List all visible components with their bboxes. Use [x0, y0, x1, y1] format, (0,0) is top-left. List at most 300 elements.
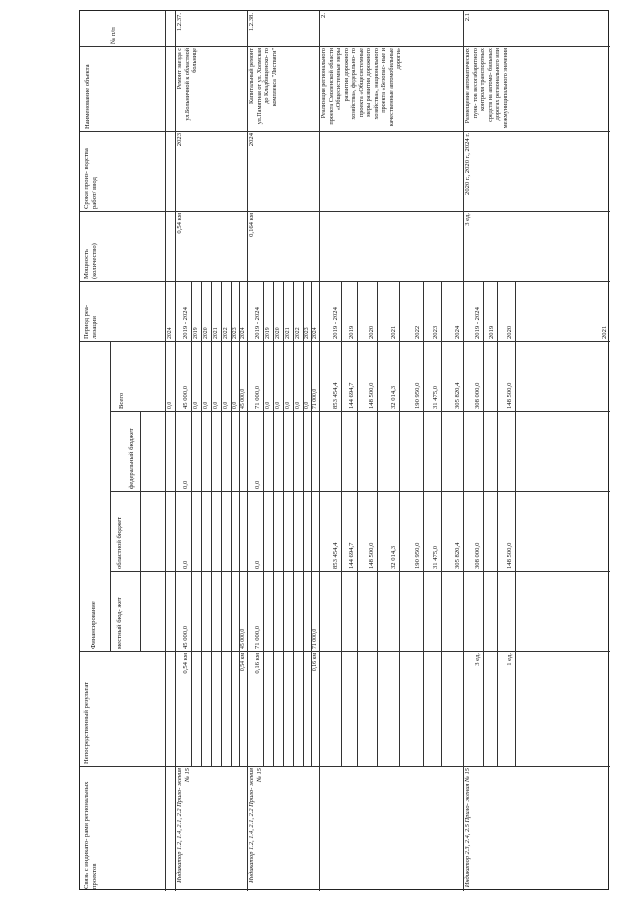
section-0-link-text: [165, 768, 166, 889]
row-4-1-federal-text: [483, 413, 488, 489]
row-1-3-local-text: [211, 573, 212, 649]
row-2-4-regional-text: [293, 493, 294, 569]
section-1-num: [175, 11, 247, 46]
row-2-6-period: [311, 281, 319, 341]
row-4-3-result: [515, 651, 610, 766]
row-3-6-period-text: 2024: [454, 325, 461, 339]
row-1-4-regional-text: [221, 493, 222, 569]
row-2-0-regional: [247, 491, 263, 571]
section-1-name-text: Ремонт заезда с ул.Больничной к областной больнице: [176, 48, 198, 121]
section-1-num-text: 1.2.37.: [176, 13, 183, 32]
row-4-2-local: [497, 571, 515, 651]
row-3-2-federal: [357, 411, 377, 491]
row-4-3-period-text: 2021: [601, 325, 608, 339]
row-3-5-federal-text: [423, 413, 432, 489]
row-2-5-period-text: 2023: [304, 327, 310, 339]
section-4-terms: [463, 131, 610, 211]
row-4-2-total: [497, 341, 515, 411]
section-2-capacity-text: 0,164 км: [248, 213, 255, 237]
row-2-0-total: [247, 341, 263, 411]
row-3-3-federal: [377, 411, 399, 491]
header-num: [80, 11, 165, 46]
row-1-3-period: [211, 281, 221, 341]
row-3-1-result: [341, 651, 357, 766]
row-1-1-federal: [191, 411, 201, 491]
row-1-2-period-text: 2020: [203, 327, 209, 339]
row-4-0-total-text: 308 000,0: [474, 382, 481, 409]
row-3-5-total-text: 31 475,0: [432, 385, 439, 409]
header-link-text: Связь с индикато- рами региональных проектов: [83, 781, 98, 889]
row-3-6-regional: [441, 491, 463, 571]
row-2-4-result-text: [293, 653, 294, 764]
row-2-1-federal-text: [263, 413, 264, 489]
row-3-3-total: [377, 341, 399, 411]
row-2-0-result: [247, 651, 263, 766]
row-4-0-result-text: 3 ед.: [474, 653, 481, 666]
row-2-6-local: [311, 571, 319, 651]
grid-line: [165, 766, 610, 767]
row-3-4-regional: [399, 491, 423, 571]
row-1-1-regional-text: [191, 493, 192, 569]
row-2-1-period: [263, 281, 273, 341]
header-period: [80, 281, 165, 341]
row-3-5-federal: [423, 411, 441, 491]
row-4-2-federal-text: [497, 413, 506, 489]
section-2-terms-text: 2024: [248, 133, 255, 147]
row-2-3-federal: [283, 411, 293, 491]
section-0-capacity: [165, 211, 175, 281]
row-1-6-period: [239, 281, 247, 341]
row-1-3-regional: [211, 491, 221, 571]
section-1-capacity-text: 0,54 км: [176, 213, 183, 234]
row-3-1-regional-text: 144 694,7: [348, 542, 355, 569]
section-2-num-text: 1.2.38.: [248, 13, 255, 32]
row-2-3-local-text: [283, 573, 284, 649]
row-0-0-regional-text: [165, 493, 166, 569]
row-3-0-result: [319, 651, 341, 766]
row-4-3-local: [515, 571, 610, 651]
row-3-6-local: [441, 571, 463, 651]
section-4-capacity: [463, 211, 610, 281]
row-4-2-period: [497, 281, 515, 341]
section-1-terms-text: 2023: [176, 133, 183, 147]
row-1-6-total-text: 45 000,0: [240, 388, 246, 409]
row-1-5-period-text: 2023: [232, 327, 238, 339]
section-3-num: [319, 11, 463, 46]
row-3-1-period: [341, 281, 357, 341]
header-financing-text: Финансирование: [90, 601, 97, 649]
row-2-6-regional: [311, 491, 319, 571]
row-4-1-result-text: [483, 653, 488, 764]
section-4-name: [463, 46, 610, 131]
row-3-6-regional-text: 305 820,4: [454, 542, 461, 569]
row-1-0-regional: [175, 491, 191, 571]
grid-line: [110, 491, 165, 492]
row-4-1-local-text: [483, 573, 488, 649]
row-3-2-local-text: [357, 573, 368, 649]
row-4-3-total-text: [515, 343, 601, 409]
row-2-6-result-text: 0,16 км: [312, 653, 318, 672]
row-1-1-period: [191, 281, 201, 341]
section-3-name: [319, 46, 463, 131]
row-2-0-federal-text: 0,0: [254, 480, 261, 489]
row-2-0-period: [247, 281, 263, 341]
row-1-2-local-text: [201, 573, 202, 649]
row-3-1-federal: [341, 411, 357, 491]
section-0-num: [165, 11, 175, 46]
section-2-link: [247, 766, 319, 891]
row-1-0-local-text: 45 000,0: [182, 625, 189, 649]
row-1-4-local-text: [221, 573, 222, 649]
section-2-num: [247, 11, 319, 46]
row-1-5-total-text: 0,0: [232, 401, 238, 409]
row-2-1-total-text: 0,0: [265, 401, 271, 409]
row-1-0-total: [175, 341, 191, 411]
row-3-3-local-text: [377, 573, 390, 649]
row-2-2-regional-text: [273, 493, 274, 569]
header-result: [80, 651, 165, 766]
header-num-text: № п/п: [110, 27, 117, 44]
row-2-4-total: [293, 341, 303, 411]
row-3-6-result: [441, 651, 463, 766]
row-2-2-period: [273, 281, 283, 341]
row-2-4-regional: [293, 491, 303, 571]
row-2-6-total-text: 71 000,0: [312, 388, 318, 409]
row-3-6-federal-text: [441, 413, 454, 489]
row-1-2-regional: [201, 491, 211, 571]
row-3-1-result-text: [341, 653, 348, 764]
row-2-4-local: [293, 571, 303, 651]
row-3-2-regional: [357, 491, 377, 571]
row-3-5-local-text: [423, 573, 432, 649]
row-3-3-result-text: [377, 653, 390, 764]
section-1-terms: [175, 131, 247, 211]
row-1-1-result: [191, 651, 201, 766]
header-name: [80, 46, 165, 131]
section-4-name-text: Размещение автоматических пунк- тов весогабаритного контроля транспортных средств на автомо- бильных дорогах регионального или межмуниципального значения: [464, 48, 509, 129]
row-4-1-period: [483, 281, 497, 341]
row-4-2-result: [497, 651, 515, 766]
row-3-4-period: [399, 281, 423, 341]
row-2-1-result: [263, 651, 273, 766]
row-2-0-period-text: 2019 - 2024: [254, 307, 261, 339]
row-0-0-local: [165, 571, 175, 651]
row-1-5-federal: [231, 411, 239, 491]
row-1-1-total-text: 0,0: [193, 401, 199, 409]
row-3-3-federal-text: [377, 413, 390, 489]
row-1-2-result-text: [201, 653, 202, 764]
row-4-3-federal: [515, 411, 610, 491]
row-1-1-local-text: [191, 573, 192, 649]
row-3-1-total-text: 144 694,7: [348, 382, 355, 409]
row-4-0-period: [463, 281, 483, 341]
row-3-1-total: [341, 341, 357, 411]
header-regional: [110, 491, 165, 571]
row-3-5-period-text: 2023: [432, 325, 439, 339]
row-0-0-federal: [165, 411, 175, 491]
row-2-1-local-text: [263, 573, 264, 649]
row-2-1-regional: [263, 491, 273, 571]
row-1-2-regional-text: [201, 493, 202, 569]
row-0-0-regional: [165, 491, 175, 571]
row-3-5-period: [423, 281, 441, 341]
row-2-2-local-text: [273, 573, 274, 649]
row-3-5-result-text: [423, 653, 432, 764]
row-2-4-period: [293, 281, 303, 341]
row-3-3-local: [377, 571, 399, 651]
row-0-0-result-text: [165, 653, 166, 764]
row-1-3-regional-text: [211, 493, 212, 569]
row-2-3-result-text: [283, 653, 284, 764]
row-1-4-period-text: 2022: [223, 327, 229, 339]
row-1-3-federal: [211, 411, 221, 491]
row-2-4-federal: [293, 411, 303, 491]
row-1-4-federal: [221, 411, 231, 491]
row-2-1-total: [263, 341, 273, 411]
row-1-2-total-text: 0,0: [203, 401, 209, 409]
row-4-2-federal: [497, 411, 515, 491]
section-4-link-text: Индикатор 2.3, 2.4, 2.5 Прило- жения № 15: [464, 768, 471, 888]
row-1-3-total: [211, 341, 221, 411]
row-3-0-federal: [319, 411, 341, 491]
section-3-link: [319, 766, 463, 891]
row-3-4-total: [399, 341, 423, 411]
row-2-2-federal: [273, 411, 283, 491]
section-0-terms: [165, 131, 175, 211]
row-0-0-result: [165, 651, 175, 766]
row-3-0-federal-text: [319, 413, 332, 489]
row-1-0-federal-text: 0,0: [182, 480, 189, 489]
row-1-0-result: [175, 651, 191, 766]
row-1-0-total-text: 45 000,0: [182, 385, 189, 409]
row-2-3-period-text: 2021: [285, 327, 291, 339]
section-0-capacity-text: [165, 213, 166, 279]
section-0-link: [165, 766, 175, 891]
row-1-0-regional-text: 0,0: [182, 560, 189, 569]
row-1-1-federal-text: [191, 413, 192, 489]
row-2-2-result-text: [273, 653, 274, 764]
row-3-2-local: [357, 571, 377, 651]
row-1-3-result: [211, 651, 221, 766]
row-4-1-federal: [483, 411, 497, 491]
row-2-5-period: [303, 281, 311, 341]
row-4-0-result: [463, 651, 483, 766]
row-3-2-period: [357, 281, 377, 341]
section-4-terms-text: 2020 г., 2020 г., 2024 г.: [464, 133, 471, 195]
row-3-0-regional-text: 853 454,4: [332, 542, 339, 569]
section-3-link-text: [319, 768, 320, 889]
row-3-0-result-text: [319, 653, 332, 764]
row-1-4-period: [221, 281, 231, 341]
row-2-5-regional: [303, 491, 311, 571]
row-3-4-result: [399, 651, 423, 766]
row-3-2-regional-text: 148 500,0: [368, 542, 375, 569]
row-3-5-regional-text: 31 475,0: [432, 545, 439, 569]
row-2-5-federal: [303, 411, 311, 491]
header-result-text: Непосредственный результат: [83, 682, 90, 764]
row-3-6-total-text: 305 820,4: [454, 382, 461, 409]
row-3-4-local-text: [399, 573, 414, 649]
row-1-1-total: [191, 341, 201, 411]
row-1-4-total: [221, 341, 231, 411]
row-3-2-total-text: 148 500,0: [368, 382, 375, 409]
section-3-terms: [319, 131, 463, 211]
row-2-3-total-text: 0,0: [285, 401, 291, 409]
section-4-num-text: 2.1: [464, 13, 471, 22]
header-period-text: Период реа- лизации: [83, 304, 98, 339]
row-0-0-federal-text: [165, 413, 166, 489]
row-3-1-local-text: [341, 573, 348, 649]
row-4-0-regional-text: 308 000,0: [474, 542, 481, 569]
row-0-0-total-text: 0,0: [167, 401, 173, 409]
row-3-5-regional: [423, 491, 441, 571]
row-1-1-local: [191, 571, 201, 651]
row-2-1-local: [263, 571, 273, 651]
row-1-5-regional: [231, 491, 239, 571]
section-0-name: [165, 46, 175, 131]
row-1-2-local: [201, 571, 211, 651]
row-1-6-local-text: 45 000,0: [240, 628, 246, 649]
row-2-0-result-text: 0,16 км: [254, 653, 261, 674]
row-2-0-federal: [247, 411, 263, 491]
row-4-3-federal-text: [515, 413, 601, 489]
row-4-2-total-text: 148 500,0: [506, 382, 513, 409]
row-1-5-result: [231, 651, 239, 766]
row-1-4-regional: [221, 491, 231, 571]
row-2-3-result: [283, 651, 293, 766]
row-1-0-local: [175, 571, 191, 651]
section-4-num: [463, 11, 610, 46]
row-2-3-regional-text: [283, 493, 284, 569]
row-2-6-period-text: 2024: [312, 327, 318, 339]
section-3-name-text: Реализация регионального проекта Смоленской области «Общесистемные меры развития дорожного хозяйства», федерально- го проекта «Общесистемные меры развития дорожного хозяйства», национального проекта «Безопас- ные и качественные автомобильные дороги»: [320, 48, 402, 127]
section-2-link-text: Индикатор 1.2, 1.4, 2.1, 2.2 Прило- жения № 15: [248, 768, 263, 883]
row-3-2-period-text: 2020: [368, 325, 375, 339]
row-4-3-total: [515, 341, 610, 411]
row-3-3-regional-text: 32 014,3: [390, 545, 397, 569]
header-link: [80, 766, 165, 891]
section-1-name: [175, 46, 247, 131]
row-2-6-federal: [311, 411, 319, 491]
row-3-3-period: [377, 281, 399, 341]
header-financing: [80, 341, 110, 651]
row-3-2-result-text: [357, 653, 368, 764]
section-2-terms: [247, 131, 319, 211]
grid-line: [165, 571, 610, 572]
section-3-num-text: 2.: [320, 13, 327, 18]
row-3-3-period-text: 2021: [390, 325, 397, 339]
row-2-4-total-text: 0,0: [295, 401, 301, 409]
row-1-6-total: [239, 341, 247, 411]
row-2-5-result: [303, 651, 311, 766]
row-4-0-local: [463, 571, 483, 651]
row-1-1-period-text: 2019: [193, 327, 199, 339]
grid-line: [165, 281, 610, 282]
grid-line: [165, 131, 610, 132]
row-1-6-period-text: 2024: [240, 327, 246, 339]
row-2-3-local: [283, 571, 293, 651]
row-2-1-regional-text: [263, 493, 264, 569]
row-0-0-period-text: 2024: [167, 327, 173, 339]
row-4-2-period-text: 2020: [506, 325, 513, 339]
row-2-5-local: [303, 571, 311, 651]
row-4-3-local-text: [515, 573, 601, 649]
section-2-name-text: Капитальный ремонт ул.Памятная от ул. Холмская до Кладбищенско- го комплекса "Листвяги": [248, 48, 278, 125]
grid-line: [110, 411, 165, 412]
row-4-1-period-text: 2019: [488, 325, 495, 339]
row-2-5-total-text: 0,0: [304, 401, 310, 409]
row-3-0-regional: [319, 491, 341, 571]
row-2-3-federal-text: [283, 413, 284, 489]
row-3-6-federal: [441, 411, 463, 491]
row-1-5-period: [231, 281, 239, 341]
grid-line: [140, 411, 141, 651]
row-2-3-period: [283, 281, 293, 341]
row-1-6-result-text: 0,54 км: [240, 653, 246, 672]
section-2-name: [247, 46, 319, 131]
row-1-0-federal: [175, 411, 191, 491]
row-3-6-period: [441, 281, 463, 341]
row-1-4-total-text: 0,0: [223, 401, 229, 409]
row-4-1-result: [483, 651, 497, 766]
row-3-4-result-text: [399, 653, 414, 764]
row-1-2-federal-text: [201, 413, 202, 489]
header-terms-text: Сроки произ- водства работ/ ввод: [83, 148, 98, 209]
row-1-2-period: [201, 281, 211, 341]
grid-line: [165, 651, 610, 652]
row-3-1-local: [341, 571, 357, 651]
row-4-0-federal: [463, 411, 483, 491]
row-2-6-result: [311, 651, 319, 766]
row-2-2-federal-text: [273, 413, 274, 489]
header-federal-text: федеральный бюджет: [128, 428, 135, 489]
header-local-text: местный бюд- жет: [116, 597, 123, 649]
row-4-1-local: [483, 571, 497, 651]
row-2-4-local-text: [293, 573, 294, 649]
row-3-5-local: [423, 571, 441, 651]
row-2-5-total: [303, 341, 311, 411]
row-3-4-total-text: 190 950,0: [414, 382, 421, 409]
row-1-2-total: [201, 341, 211, 411]
row-3-4-period-text: 2022: [414, 325, 421, 339]
grid-line: [165, 491, 610, 492]
section-4-capacity-text: 3 ед.: [464, 213, 471, 226]
row-2-1-result-text: [263, 653, 264, 764]
row-0-0-period: [165, 281, 175, 341]
section-1-link-text: Индикатор 1.2, 1.4, 2.1, 2.2 Прило- жения № 15: [176, 768, 191, 883]
row-2-1-federal: [263, 411, 273, 491]
header-name-text: Наименование объекта: [84, 64, 91, 129]
row-1-1-result-text: [191, 653, 192, 764]
row-1-4-result-text: [221, 653, 222, 764]
row-3-3-total-text: 32 014,3: [390, 385, 397, 409]
section-1-link: [175, 766, 247, 891]
grid-line: [165, 341, 610, 342]
section-0-num-text: [165, 13, 166, 44]
row-3-0-local-text: [319, 573, 332, 649]
row-1-3-local: [211, 571, 221, 651]
row-1-3-period-text: 2021: [213, 327, 219, 339]
row-1-4-federal-text: [221, 413, 222, 489]
row-3-4-regional-text: 190 950,0: [414, 542, 421, 569]
row-1-1-regional: [191, 491, 201, 571]
row-4-3-result-text: [515, 653, 601, 764]
section-1-capacity: [175, 211, 247, 281]
section-0-name-text: [165, 48, 166, 129]
section-2-capacity: [247, 211, 319, 281]
row-3-0-total: [319, 341, 341, 411]
row-3-0-local: [319, 571, 341, 651]
